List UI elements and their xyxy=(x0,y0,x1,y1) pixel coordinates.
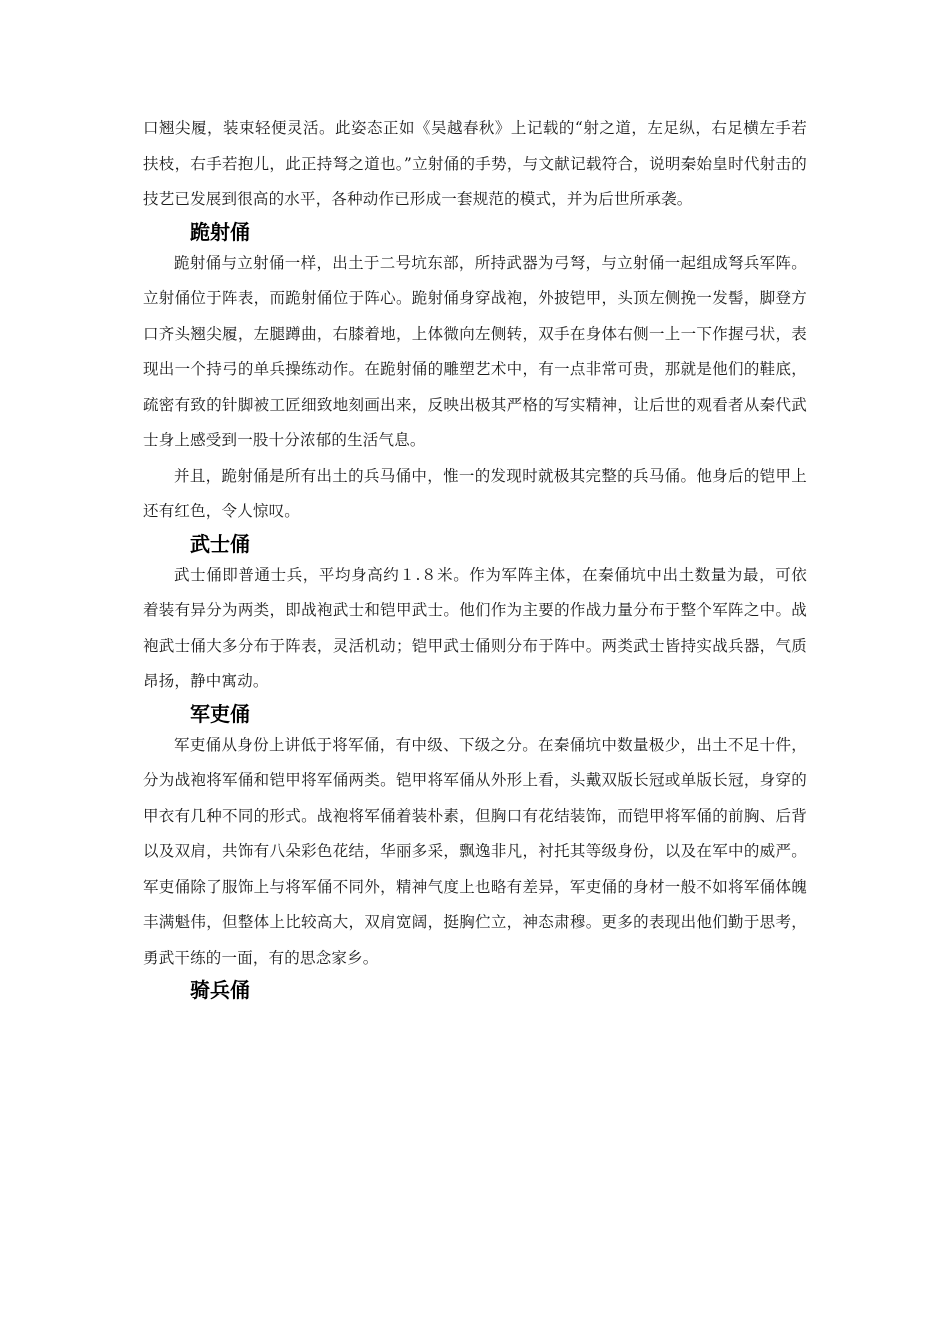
document-body xyxy=(143,111,807,1004)
section-heading-cavalry: 骑兵俑 xyxy=(190,978,250,1002)
section-heading-kneeling-archer: 跪射俑 xyxy=(190,219,250,244)
paragraph: 并且，跪射俑是所有出土的兵马俑中，惟一的发现时就极其完整的兵马俑。他身后的铠甲上还有红色，令人惊叹。 xyxy=(143,466,807,520)
paragraph: 军吏俑从身份上讲低于将军俑，有中级、下级之分。在秦俑坑中数量极少，出土不足十件，分为战袍将军俑和铠甲将军俑两类。铠甲将军俑从外形上看，头戴双版长冠或单版长冠，身穿的甲衣有几种不同的形式。战袍将军俑着装朴素，但胸口有花结装饰，而铠甲将军俑的前胸、后背以及双肩，共饰有八朵彩色花结，华丽多采，飘逸非凡，衬托其等级身份，以及在军中的威严。军吏俑除了服饰上与将军俑不同外，精神气度上也略有差异，军吏俑的身材一般不如将军俑体魄丰满魁伟，但整体上比较高大，双肩宽阔，挺胸伫立，神态肃穆。更多的表现出他们勤于思考，勇武干练的一面，有的思念家乡。 xyxy=(143,735,807,967)
paragraph: 跪射俑与立射俑一样，出土于二号坑东部，所持武器为弓弩，与立射俑一起组成弩兵军阵。立射俑位于阵表，而跪射俑位于阵心。跪射俑身穿战袍，外披铠甲，头顶左侧挽一发髻，脚登方口齐头翘尖履，左腿蹲曲，右膝着地，上体微向左侧转，双手在身体右侧一上一下作握弓状，表现出一个持弓的单兵操练动作。在跪射俑的雕塑艺术中，有一点非常可贵，那就是他们的鞋底，疏密有致的针脚被工匠细致地刻画出来，反映出极其严格的写实精神，让后世的观看者从秦代武士身上感受到一股十分浓郁的生活气息。 xyxy=(143,253,807,449)
section-heading-warrior: 武士俑 xyxy=(190,531,250,556)
intro-paragraph: 口翘尖履，装束轻便灵活。此姿态正如《吴越春秋》上记载的“射之道，左足纵，右足横左手若扶枝，右手若抱儿，此正持弩之道也。”立射俑的手势，与文献记载符合，说明秦始皇时代射击的技艺已发展到很高的水平，各种动作已形成一套规范的模式，并为后世所承袭。 xyxy=(143,119,807,208)
paragraph: 武士俑即普通士兵，平均身高约１.８米。作为军阵主体，在秦俑坑中出土数量为最，可依着装有异分为两类，即战袍武士和铠甲武士。他们作为主要的作战力量分布于整个军阵之中。战袍武士俑大多分布于阵表，灵活机动；铠甲武士俑则分布于阵中。两类武士皆持实战兵器，气质昂扬，静中寓动。 xyxy=(143,565,807,690)
section-heading-military-officer: 军吏俑 xyxy=(190,701,250,726)
